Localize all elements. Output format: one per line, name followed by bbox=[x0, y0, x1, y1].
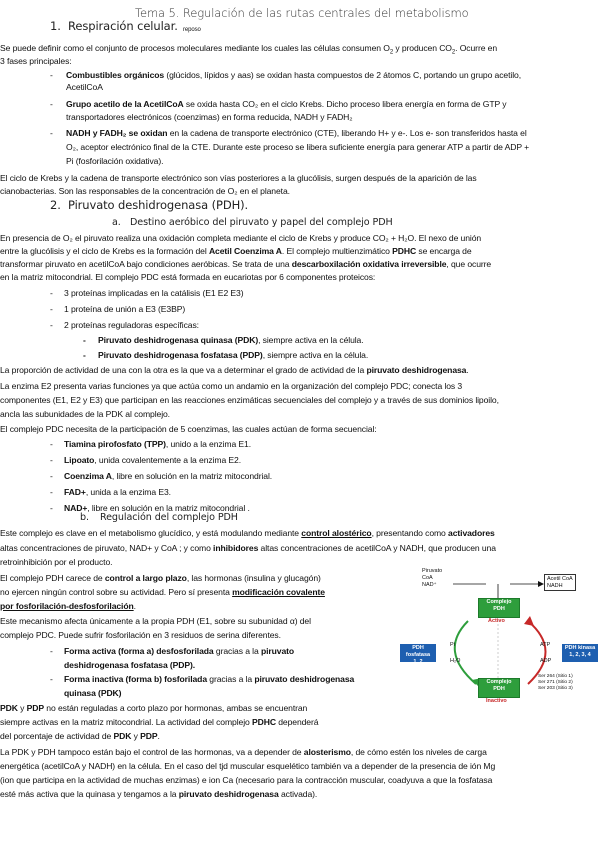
label-atp: ATP bbox=[540, 642, 551, 648]
paragraph-7-line: Este complejo es clave en el metabolismo glucídico, y está modulando mediante control alostérico, presentando como activadores bbox=[0, 528, 495, 538]
list-item: Piruvato deshidrogenasa fosfatasa (PDP), siempre activa en la célula. bbox=[98, 350, 369, 360]
list-item: Forma inactiva (forma b) fosforilada gracias a la piruvato deshidrogenasa bbox=[64, 674, 355, 684]
bullet-dash: - bbox=[50, 487, 53, 497]
paragraph-3-line: entre la glucólisis y el ciclo de Krebs es la formación del Acetil Coenzima A. El complejo multienzimático PDHC se encarga de bbox=[0, 246, 472, 256]
paragraph-5-line: ancla las subunidades de la PDK al complejo. bbox=[0, 409, 170, 419]
paragraph-11-line: energética (acetilCoA y NADH) en la célula. En el caso del tjd muscular esquelético también va a depender de la presencia de ión Mg bbox=[0, 761, 496, 771]
paragraph-3-line: En presencia de O₂ el piruvato realiza una oxidación completa mediante el ciclo de Krebs y produce CO₂ + H₂O. El nexo de unión bbox=[0, 233, 482, 243]
diagram-substrate: NAD⁺ bbox=[422, 582, 437, 588]
paragraph-11-line: La PDK y PDH tampoco están bajo el control de las hormonas, va a depender de alosterismo, de cómo estén los niveles de carga bbox=[0, 747, 487, 757]
paragraph-11-line: esté más activa que la quinasa y tengamos a la piruvato deshidrogenasa activada). bbox=[0, 789, 318, 799]
label-pi: Pi bbox=[450, 642, 455, 648]
arrow-head-right bbox=[524, 616, 534, 626]
list-item: deshidrogenasa fosfatasa (PDP). bbox=[64, 660, 196, 670]
bullet-dash: - bbox=[50, 439, 53, 449]
list-item: 2 proteínas reguladoras específicas: bbox=[64, 320, 199, 330]
list-item: Lipoato, unida covalentemente a la enzima E2. bbox=[64, 455, 242, 465]
paragraph-10-line: del porcentaje de actividad de PDK y PDP. bbox=[0, 731, 160, 741]
paragraph-11-line: (ion que participa en la actividad de muchas enzimas) e ion Ca (necesario para la contracción muscular, coadyuva a que la fosfatasa bbox=[0, 775, 493, 785]
paragraph-7-line: retroinhibición por el producto. bbox=[0, 557, 113, 567]
list-item: Pi (fosforilación oxidativa). bbox=[66, 156, 164, 166]
paragraph-2-line: El ciclo de Krebs y la cadena de transporte electrónico son vías posteriores a la glucólisis, surgen después de la aparición de las bbox=[0, 173, 477, 183]
serine-site: Ser 264 (Sitio 1) bbox=[538, 674, 573, 679]
bullet-dash: - bbox=[50, 99, 53, 109]
paragraph-9-line: complejo PDC. Puede sufrir fosforilación en 3 residuos de serina diferentes. bbox=[0, 630, 281, 640]
list-item: O₂, aceptor electrónico final de la CTE. Durante este proceso se libera suficiente energía para generar ATP a partir de ADP + bbox=[66, 142, 530, 152]
bullet-dash: - bbox=[83, 335, 86, 345]
pdh-phosphatase-box: PDH fosfatasa 1, 2 bbox=[400, 644, 436, 662]
diagram-substrate: CoA bbox=[422, 575, 433, 581]
serine-site: Ser 203 (Sitio 3) bbox=[538, 686, 573, 691]
list-item: Forma activa (forma a) desfosforilada gracias a la piruvato bbox=[64, 646, 295, 656]
list-item: AcetilCoA bbox=[66, 82, 103, 92]
label-adp: ADP bbox=[540, 658, 552, 664]
list-item: Coenzima A, libre en solución en la matriz mitocondrial. bbox=[64, 471, 273, 481]
section-1-number: 1. bbox=[50, 19, 61, 33]
list-item: NADH y FADH₂ se oxidan en la cadena de transporte electrónico (CTE), liberando H+ y e-. Los e- son transferidos hasta el bbox=[66, 128, 527, 138]
list-item: 3 proteínas implicadas en la catálisis (E1 E2 E3) bbox=[64, 288, 244, 298]
list-item: 1 proteína de unión a E3 (E3BP) bbox=[64, 304, 186, 314]
section-1-title: Respiración celular. bbox=[68, 19, 178, 33]
subsection-b-number: b. bbox=[80, 512, 89, 523]
section-1-note: reposo bbox=[183, 27, 201, 33]
subsection-a-title: Destino aeróbico del piruvato y papel del complejo PDH bbox=[130, 217, 393, 228]
list-item: quinasa (PDK) bbox=[64, 688, 122, 698]
bullet-dash: - bbox=[50, 455, 53, 465]
list-item: Grupo acetilo de la AcetilCoA se oxida hasta CO₂ en el ciclo Krebs. Dicho proceso libera energía en forma de GTP y bbox=[66, 99, 507, 109]
pdh-kinase-box: PDH kinasa 1, 2, 3, 4 bbox=[562, 644, 598, 662]
section-2-title: Piruvato deshidrogenasa (PDH). bbox=[68, 198, 249, 212]
list-item: FAD+, unida a la enzima E3. bbox=[64, 487, 171, 497]
bullet-dash: - bbox=[50, 674, 53, 684]
bullet-dash: - bbox=[50, 288, 53, 298]
paragraph-1-line: Se puede definir como el conjunto de procesos moleculares mediante los cuales las células consumen $O_2$ y producen $CO_2$. Ocurre en bbox=[0, 43, 498, 56]
paragraph-6: El complejo PDC necesita de la participación de 5 coenzimas, las cuales actúan de forma secuencial: bbox=[0, 424, 377, 434]
paragraph-5-line: componentes (E1, E2 y E3) que participan en las reacciones enzimáticas secuenciales del complejo y a través de sus dominios lipoilo, bbox=[0, 395, 499, 405]
subsection-a-number: a. bbox=[112, 217, 121, 228]
paragraph-1-line: 3 fases principales: bbox=[0, 56, 72, 66]
list-item: transportadores electrónicos (coenzimas) en forma reducida, NADH y FADH₂ bbox=[66, 112, 353, 122]
bullet-dash: - bbox=[50, 503, 53, 513]
paragraph-3-line: en la matriz mitocondrial. El complejo PDC está formada en eucariotas por 6 componentes proteicos: bbox=[0, 272, 376, 282]
arrow-activation-left bbox=[455, 621, 476, 684]
pdh-complex-inactive-box: Complejo PDH bbox=[478, 678, 520, 698]
list-item: Combustibles orgánicos (glúcidos, lípidos y aas) se oxidan hasta compuestos de 2 átomos C, portando un grupo acetilo, bbox=[66, 70, 521, 80]
paragraph-7-line: altas concentraciones de piruvato, NAD+ y CoA ; y como inhibidores altas concentraciones de acetilCoA y NADH, que producen una bbox=[0, 543, 496, 553]
bullet-dash: - bbox=[50, 471, 53, 481]
paragraph-8-line: por fosforilación-desfosforilación. bbox=[0, 601, 136, 611]
section-2-number: 2. bbox=[50, 198, 61, 212]
bullet-dash: - bbox=[83, 350, 86, 360]
paragraph-10-line: PDK y PDP no están reguladas a corto plazo por hormonas, ambas se encuentran bbox=[0, 703, 308, 713]
label-active: Activo bbox=[488, 618, 505, 624]
pdh-regulation-diagram bbox=[398, 566, 598, 718]
bullet-dash: - bbox=[50, 646, 53, 656]
list-item: Piruvato deshidrogenasa quinasa (PDK), siempre activa en la célula. bbox=[98, 335, 364, 345]
paragraph-10-line: siempre activas en la matriz mitocondrial. La actividad del complejo PDHC dependerá bbox=[0, 717, 319, 727]
paragraph-8-line: no ejercen ningún control sobre su actividad. Pero sí presenta modificación covalente bbox=[0, 587, 325, 597]
pdh-complex-active-box: Complejo PDH bbox=[478, 598, 520, 618]
paragraph-8-line: El complejo PDH carece de control a largo plazo, las hormonas (insulina y glucagón) bbox=[0, 573, 321, 583]
serine-site: Ser 271 (Sitio 2) bbox=[538, 680, 573, 685]
diagram-products: Acetil CoA NADH bbox=[544, 574, 576, 591]
paragraph-5-line: La enzima E2 presenta varias funciones ya que actúa como un andamio en la organización del complejo PDC; conecta los 3 bbox=[0, 381, 463, 391]
diagram-substrate: Piruvato bbox=[422, 568, 443, 574]
bullet-dash: - bbox=[50, 320, 53, 330]
document-title: Tema 5. Regulación de las rutas centrales del metabolismo bbox=[135, 6, 469, 20]
paragraph-2-line: cianobacterias. Son las responsables de la concentración de O₂ en el planeta. bbox=[0, 186, 290, 196]
paragraph-9-line: Este mecanismo afecta únicamente a la propia PDH (E1, sobre su subunidad α) del bbox=[0, 616, 311, 626]
list-item: NAD+, libre en solución en la matriz mitocondrial . bbox=[64, 503, 250, 513]
bullet-dash: - bbox=[50, 304, 53, 314]
paragraph-3-line: transformar piruvato en acetilCoA bajo condiciones aeróbicas. Se trata de una descarboxilación oxidativa irreversible, que ocurre bbox=[0, 259, 492, 269]
bullet-dash: - bbox=[50, 128, 53, 138]
subsection-b-title: Regulación del complejo PDH bbox=[100, 512, 238, 523]
list-item: Tiamina pirofosfato (TPP), unido a la enzima E1. bbox=[64, 439, 252, 449]
bullet-dash: - bbox=[50, 70, 53, 80]
label-inactive: Inactivo bbox=[486, 698, 507, 704]
paragraph-4: La proporción de actividad de una con la otra es la que va a determinar el grado de actividad de la piruvato deshidrogenasa. bbox=[0, 365, 469, 375]
label-h2o: H₂O bbox=[450, 658, 461, 664]
